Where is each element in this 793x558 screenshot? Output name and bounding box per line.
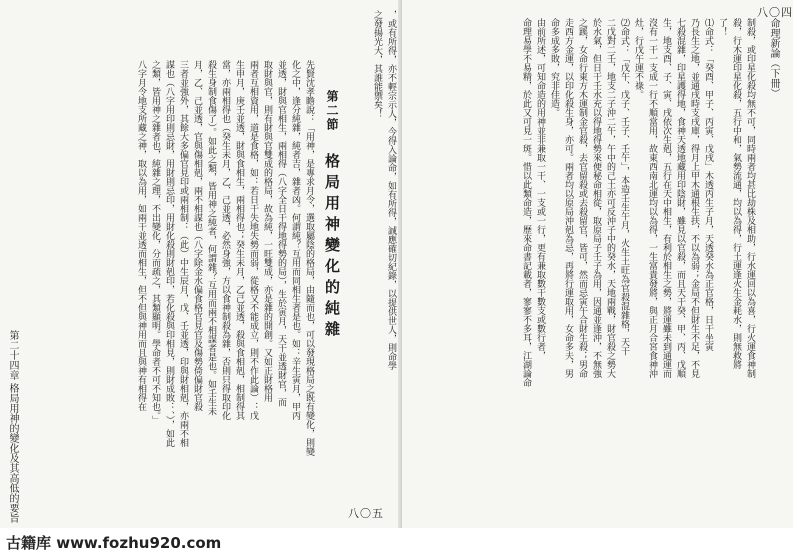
section-heading [322, 90, 343, 342]
section-heading-title: 格局用神變化的純雜 [323, 153, 341, 342]
text-line: 沒有一干一支成一行不順當用，故東西南北運均以為得，一生富貴發將，與正月合宮食神沖 [647, 18, 657, 378]
text-line: 化之中，逢分純雜，純者吉，雜者凶。何謂純？互用而同相生者是也。如：辛生寅月，甲丙 [290, 60, 300, 420]
text-line: 於水氣，但日干壬水充以得地得勢來便秘命相從，取原局子壬子為用，因通並逢沖，不無強 [591, 18, 601, 378]
text-line: 並透，財與官相生，兩相得（八字全日干得地得勢的局），生於寅月，天干並透財官，而 [276, 60, 286, 407]
text-line: 命理易學不易精，於此又可見一斑。惜以此類命造，歷來命書記載者，寥寥不多耳，江湖論命 [521, 18, 531, 387]
right-body-paragraph [519, 18, 757, 488]
site-watermark: 古籍库 www.fozhu920.com [0, 528, 793, 558]
text-line: 生申月，庚壬並透，財與食相生，兩相得也；癸生未月，乙己並透，殺與食相剋，相制得其 [234, 60, 244, 420]
left-body-paragraph [134, 60, 316, 500]
left-page-body [0, 60, 316, 500]
left-page-number: 八〇五 [348, 507, 384, 520]
text-line: 之發揚光大，其誰能禦矣！ [372, 10, 382, 118]
text-line: 先賢沈孝瞻說：「用神，是專求月令，選取屬陰的格局，由隨而也，可以發現格局之既有變化，則變 [304, 60, 314, 456]
text-line: 之類，皆用神之雜者也，純雜之理，不出變化，分而疏之，其類顯明。學命者不可不知也。」 [150, 60, 160, 425]
text-line: 生，地支酉、子、寅、戌依次生剋，五行在天中相生，有利於相生之勢，將運雖未到通運而 [661, 18, 671, 378]
text-line: 當，亦兩相得也（癸生未月，乙、己並透，必然身強，方以食神制殺為雜，否則只得取印化 [220, 60, 230, 420]
text-line: ⑵命式：「戊午、戊子、壬子、壬午」，本造壬生午月，火生土旺為官殺混雜格，天干 [619, 18, 629, 356]
text-line: 月，乙、己並透，官與傷相剋，兩不相謀也（八字除金水偏食格官見官及傷勢倚偏財官殺 [192, 60, 202, 411]
right-page-number: 八〇四 [757, 6, 793, 19]
text-line: ，或有所得，亦不輕宗示人，今得入論命，如有所得，誠應確切紀錄，以提供世人，則命學 [386, 10, 396, 370]
text-line: 兩者互相資用，道是食格，如：若日干失地失勢而弱，從格又不能成立，則不作此論）：戊 [248, 60, 258, 420]
text-line: 三者並強外，其餘大多偏官見印或兩相制：（此）中生辰月，戊、壬並透，印與財相剋，亦兩不相 [178, 60, 188, 447]
text-line: 七殺混雜，印星護得地，食神天透地藏用印陰財，雖見以官殺，而且天干癸、甲、丙、戊順 [675, 18, 685, 378]
text-line: 了！ [717, 18, 727, 36]
text-line: 八字月令地支所藏之神，取以為用，如兩干並透而相生，但不但與神用而且與神有相得在 [136, 60, 146, 411]
text-line: 命多成多敗，究非佳造。 [549, 18, 559, 117]
text-line: 謀也（八字用印則忌財，用財則忌印，用財化殺則財剋印，若化殺與印相見，則財成敗：、），如此 [164, 60, 174, 447]
text-line: 乃長生之地，並通戌時支戌庫，得月上甲木通根生扶，不以為弱；金局不但財生不足，不見 [689, 18, 699, 378]
right-page-body [402, 18, 757, 488]
text-line: 由前所述，可知命造的用神並非兼取一干、一支或一行，更有兼取數干數支或數行者， [535, 18, 545, 360]
text-line: 二戊對二壬，地支二子沖二午，午中的己土亦可反沖子中的癸水，天地兩戰，財官殺之勢大 [605, 18, 615, 378]
section-heading-prefix: 第二節 [325, 90, 339, 132]
text-line: 之蹊，女命行東方木運制金官殺，去官留殺或去殺留官，皆可，然而忌寅午合財生殺；男命 [577, 18, 587, 378]
left-intro [370, 10, 398, 528]
text-line: 灶，行戊午運不祿。 [633, 18, 643, 99]
left-page-footer: 第二十四章 格局用神的變化及其高低的要旨 [7, 330, 18, 524]
text-line: 制殺，或印星化殺均無不可，同時兩者均甚比劫株及相助，行水運回以為喜，行火運食神制 [745, 18, 755, 378]
text-line: ⑴命式：「癸酉、甲子、丙寅、戊戌」木透丙生子月，天透癸水為正官格，日干坐寅 [703, 18, 713, 351]
text-line: 取財與官，則有財與官雙成的格局，故為純，一旺雙成，亦是雜的開創。又如正財格用 [262, 60, 272, 402]
left-page [0, 0, 402, 528]
text-line: 殺生身制食傷了）。如此之類，皆用神之純者，何謂雜？互用而兩不相謀者是也。如壬生未 [206, 60, 216, 416]
right-page [402, 0, 793, 528]
text-line: 殺，行木運印星化殺，五行中和，氣勢流通，均以為得，行土運逢火生金耗水，則無救將 [731, 18, 741, 369]
right-page-header: 命理新論（下冊） [768, 18, 779, 98]
text-line: 走西方金運，以印化殺生身，亦可。兩者均以原局沖剋為忌，再將行運取用，女命多夫，男 [563, 18, 573, 378]
